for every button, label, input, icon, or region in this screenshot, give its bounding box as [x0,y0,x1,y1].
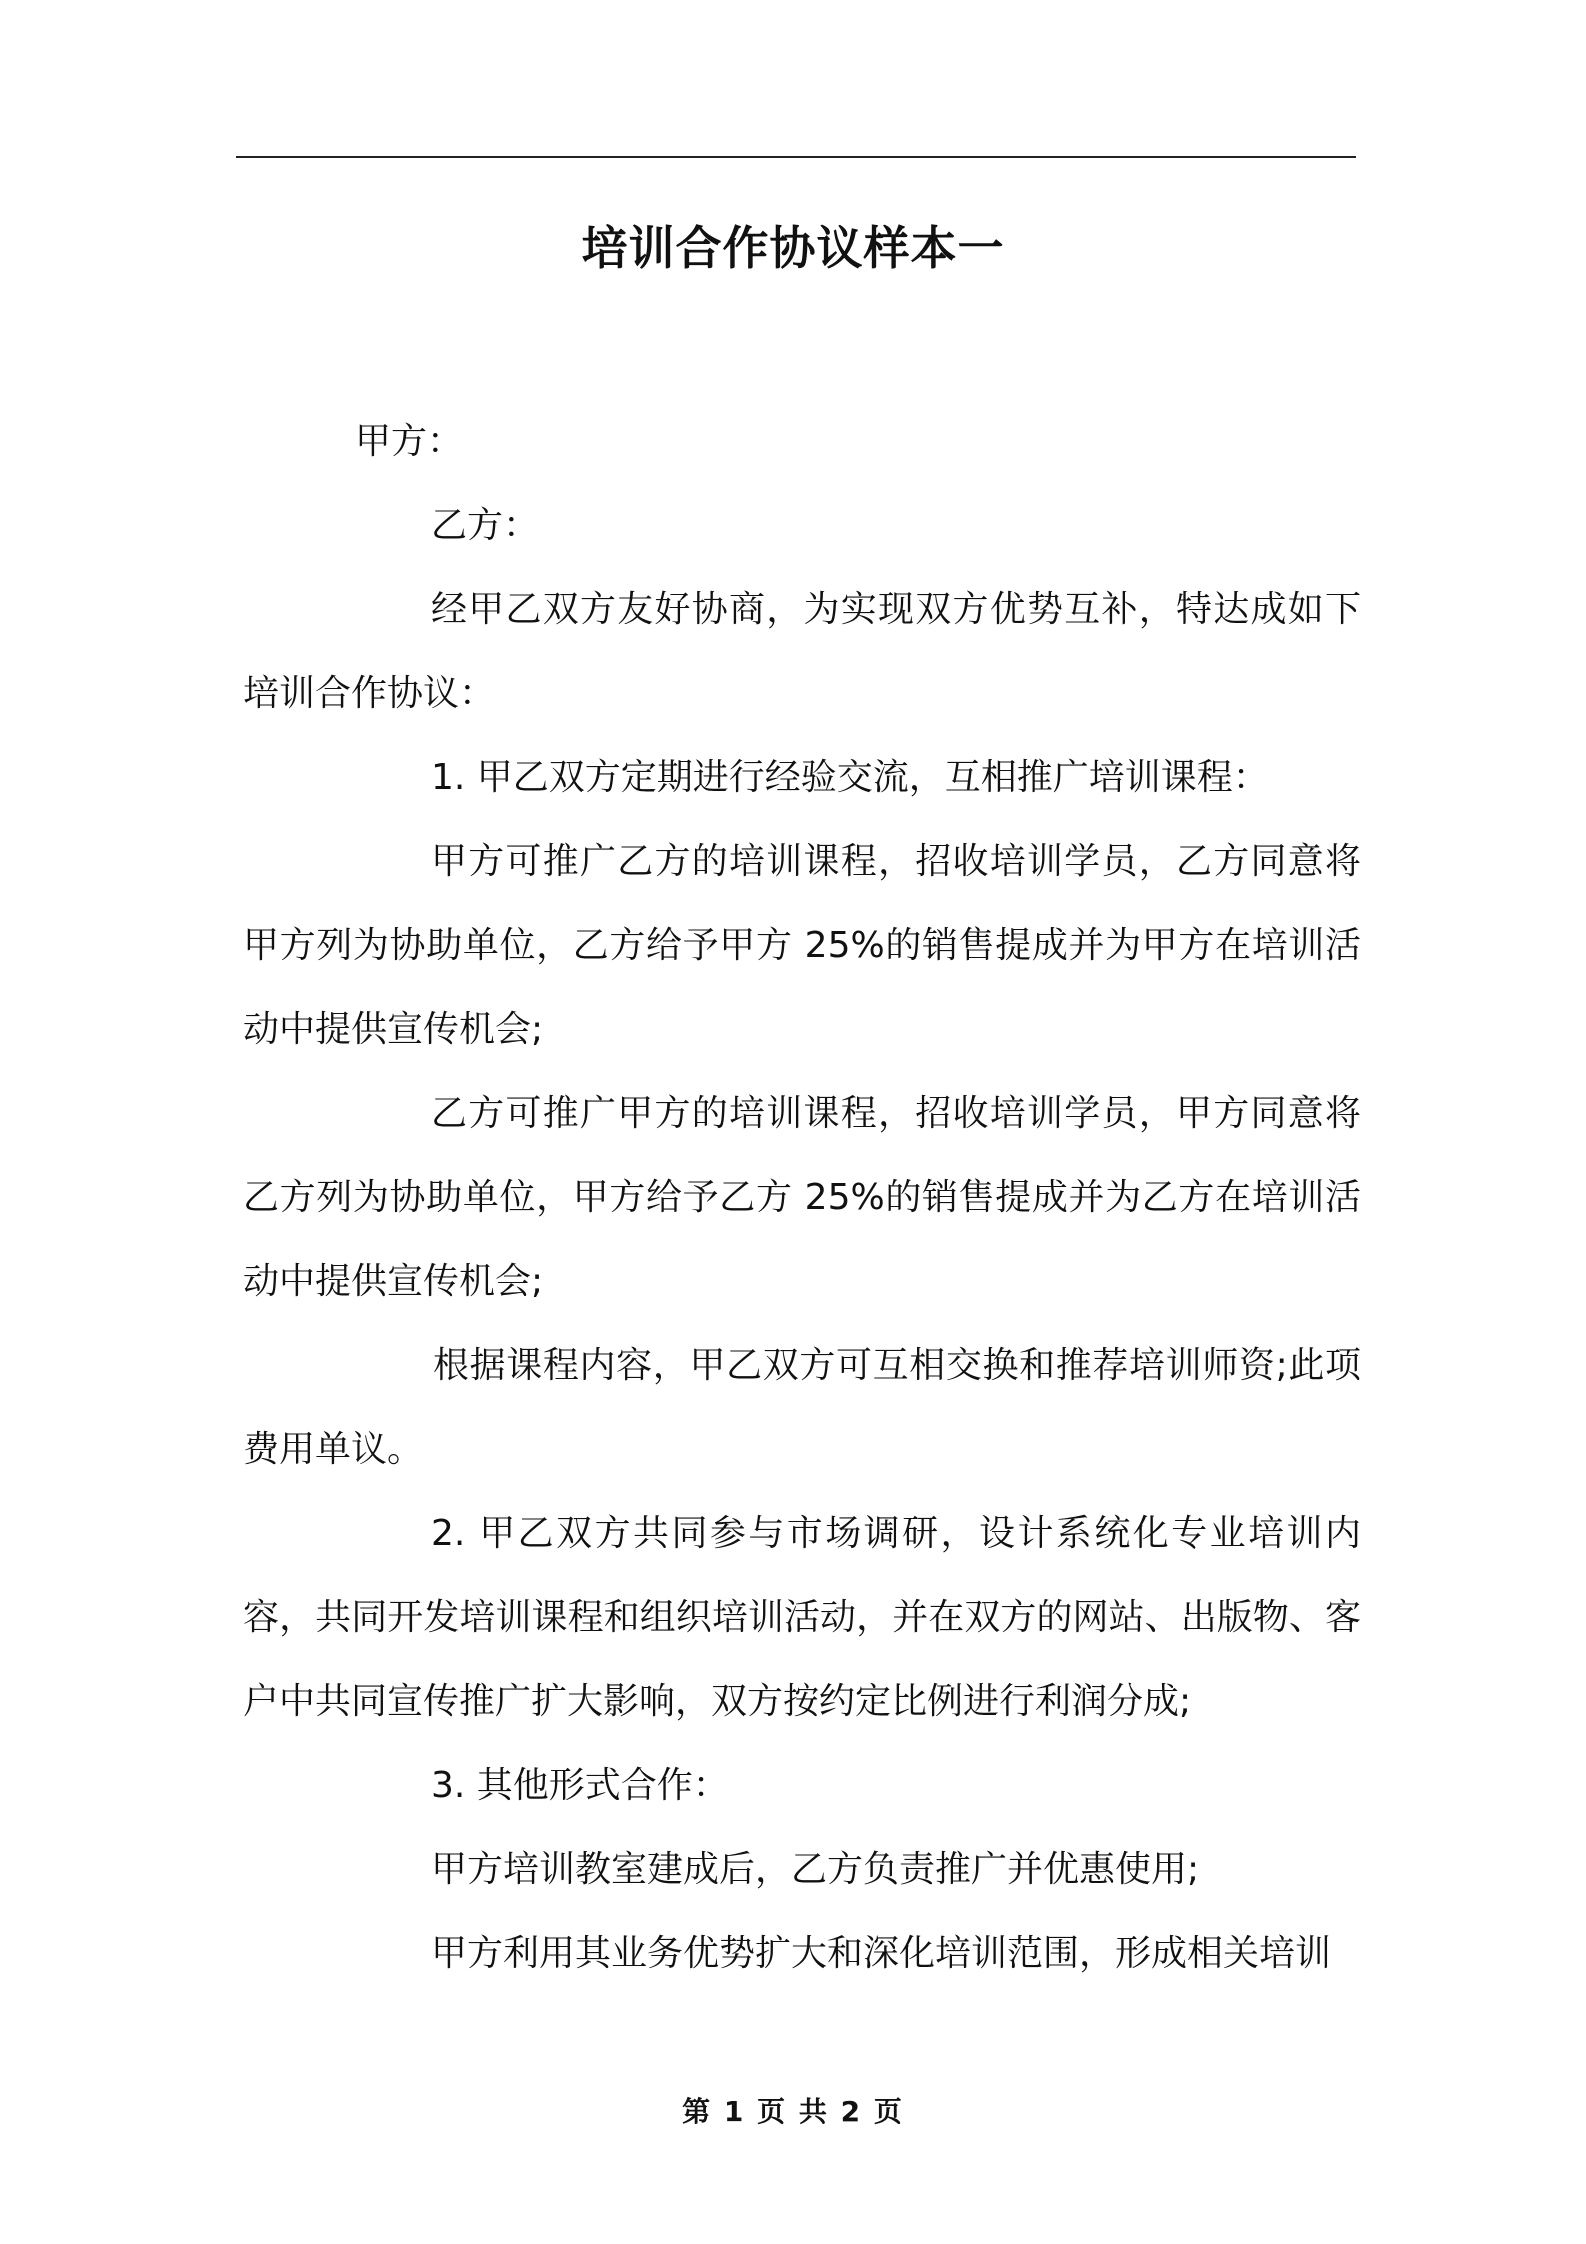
clause-1-item-c: 根据课程内容，甲乙双方可互相交换和推荐培训师资;此项费用单议。 [243,1345,1361,1470]
clause-1-heading: 1. 甲乙双方定期进行经验交流，互相推广培训课程： [431,757,1269,798]
clause-3-item-b: 甲方利用其业务优势扩大和深化培训范围，形成相关培训 [431,1933,1332,1974]
clause-3-item-a: 甲方培训教室建成后，乙方负责推广并优惠使用; [431,1849,1200,1890]
page-number-footer: 第 1 页 共 2 页 [682,2095,904,2128]
header-rule [236,156,1356,158]
document-body [243,400,1361,1996]
clause-1-item-b: 乙方可推广甲方的培训课程，招收培训学员，甲方同意将乙方列为协助单位，甲方给予乙方 25%的销售提成并为乙方在培训活动中提供宣传机会; [243,1093,1361,1302]
party-a-line: 甲方： [355,421,464,462]
clause-1-item-a: 甲方可推广乙方的培训课程，招收培训学员，乙方同意将甲方列为协助单位，乙方给予甲方 25%的销售提成并为甲方在培训活动中提供宣传机会; [243,841,1361,1050]
document-title: 培训合作协议样本一 [581,221,1005,275]
party-b-line: 乙方： [431,505,540,546]
clause-2-paragraph: 2. 甲乙双方共同参与市场调研，设计系统化专业培训内容，共同开发培训课程和组织培训活动，并在双方的网站、出版物、客户中共同宣传推广扩大影响，双方按约定比例进行利润分成; [243,1513,1361,1722]
intro-paragraph: 经甲乙双方友好协商，为实现双方优势互补，特达成如下培训合作协议： [243,589,1361,714]
clause-3-heading: 3. 其他形式合作： [431,1765,729,1806]
